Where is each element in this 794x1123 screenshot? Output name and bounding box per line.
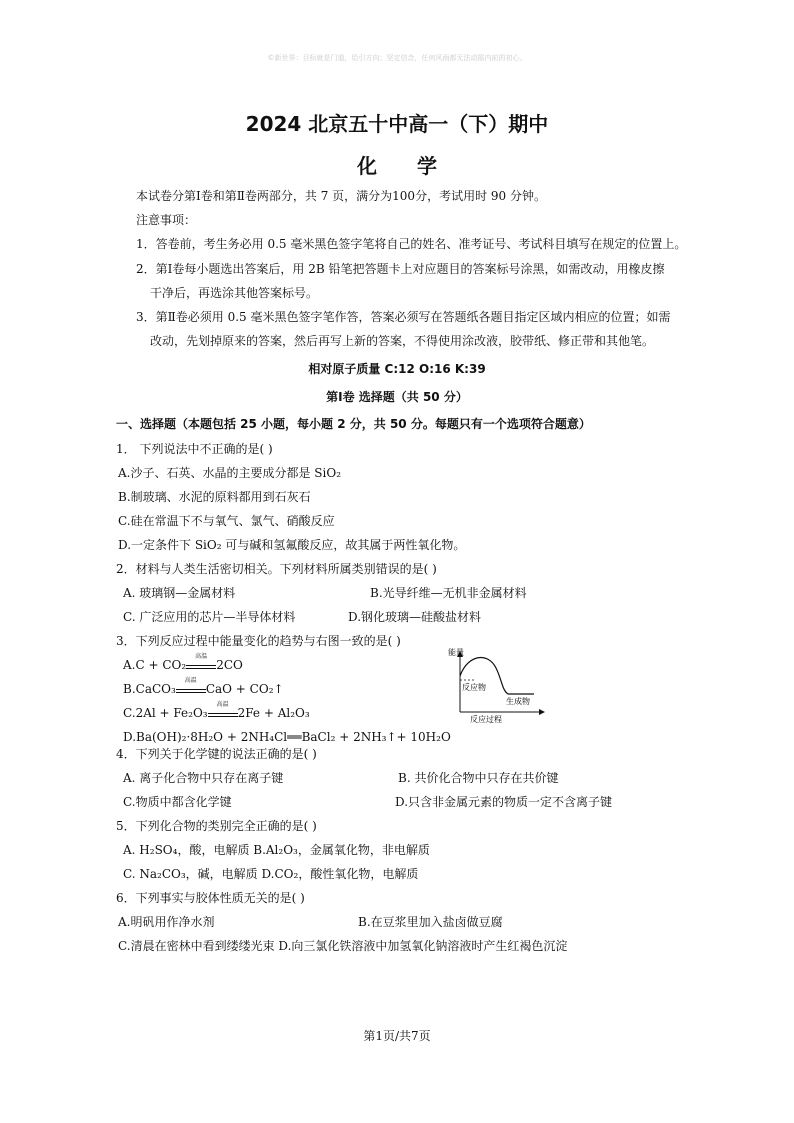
q1-option-b: B.制玻璃、水泥的原料都用到石灰石 [118,490,311,504]
energy-axis-label: 能量 [448,648,464,657]
q5-stem: 5．下列化合物的类别完全正确的是( ) [116,819,317,833]
part-heading: 一、选择题（本题包括 25 小题，每小题 2 分，共 50 分。每题只有一个选项符合题意） [116,417,591,431]
process-axis-label: 反应过程 [470,715,502,724]
q4-option-a: A. 离子化合物中只存在离子键 [123,771,284,785]
section-title: 第Ⅰ卷 选择题（共 50 分） [326,390,468,404]
q3-b-condition: 高温 [184,676,197,684]
q4-option-c: C.物质中都含化学键 [123,795,232,809]
q3-b-reactants: B.CaCO₃ [123,682,176,696]
atomic-mass: 相对原子质量 C:12 O:16 K:39 [308,362,486,376]
q3-b-arrow [176,676,206,696]
q3-a-products: 2CO [216,658,243,672]
q1-option-c: C.硅在常温下不与氧气、氯气、硝酸反应 [118,514,335,528]
q5-options-ab: A. H₂SO₄，酸，电解质 B.Al₂O₃，金属氧化物，非电解质 [123,843,430,857]
notice-heading: 注意事项： [136,213,197,227]
q3-a-condition: 高温 [195,652,208,660]
exam-title: 2024 北京五十中高一（下）期中 [245,112,549,136]
q3-option-a [123,652,243,673]
q2-option-b: B.光导纤维—无机非金属材料 [370,586,527,600]
energy-diagram [446,646,546,724]
q3-c-arrow [208,700,238,720]
q4-option-d: D.只含非金属元素的物质一定不含离子键 [395,795,613,809]
q3-c-products: 2Fe + Al₂O₃ [237,706,310,720]
q6-option-a: A.明矾用作净水剂 [118,915,215,929]
q5-options-cd: C. Na₂CO₃，碱，电解质 D.CO₂，酸性氧化物，电解质 [123,867,419,881]
q1-option-d: D.一定条件下 SiO₂ 可与碱和氢氟酸反应，故其属于两性氧化物。 [118,538,466,552]
notice-item-2: 2．第Ⅰ卷每小题选出答案后，用 2B 铅笔把答题卡上对应题目的答案标号涂黑，如需改动，用橡皮擦 [136,262,665,276]
q3-option-b [123,676,284,697]
q3-stem: 3．下列反应过程中能量变化的趋势与右图一致的是( ) [116,634,401,648]
q1-option-a: A.沙子、石英、水晶的主要成分都是 SiO₂ [118,466,342,480]
q3-c-reactants: C.2Al + Fe₂O₃ [123,706,208,720]
q3-a-arrow [186,652,216,672]
q3-a-reactants: A.C + CO₂ [123,658,187,672]
q1-stem: 1． 下列说法中不正确的是( ) [116,442,273,456]
q6-option-b: B.在豆浆里加入盐卤做豆腐 [358,915,503,929]
intro-text: 本试卷分第Ⅰ卷和第Ⅱ卷两部分，共 7 页，满分为100分，考试用时 90 分钟。 [136,189,546,203]
q6-stem: 6．下列事实与胶体性质无关的是( ) [116,891,305,905]
q4-option-b: B. 共价化合物中只存在共价键 [398,771,559,785]
q4-stem: 4．下列关于化学键的说法正确的是( ) [116,747,317,761]
q2-option-d: D.钢化玻璃—硅酸盐材料 [348,610,482,624]
q3-c-condition: 高温 [216,700,229,708]
notice-item-3: 3．第Ⅱ卷必须用 0.5 毫米黑色签字笔作答，答案必须写在答题纸各题目指定区域内相应的位置；如需 [136,310,671,324]
watermark: ©新世界：目标就是门道，给引方向；坚定信念，任何风雨都无法动摇内前的初心。 [267,54,527,62]
subject-title: 化学 [357,154,477,178]
product-label: 生成物 [506,697,530,706]
notice-item-3-cont: 改动，先划掉原来的答案，然后再写上新的答案，不得使用涂改液，胶带纸、修正带和其他笔。 [150,334,655,348]
page-number: 第1页/共7页 [363,1029,431,1043]
q2-option-c: C. 广泛应用的芯片—半导体材料 [123,610,296,624]
notice-item-2-cont: 干净后，再选涂其他答案标号。 [150,286,319,300]
q2-option-a: A. 玻璃钢—金属材料 [123,586,236,600]
q3-option-d: D.Ba(OH)₂·8H₂O + 2NH₄Cl══BaCl₂ + 2NH₃↑+ 10H₂O [123,730,451,744]
q3-option-c [123,700,310,721]
q3-b-products: CaO + CO₂↑ [205,682,284,696]
q6-options-cd: C.清晨在密林中看到缕缕光束 D.向三氯化铁溶液中加氢氧化钠溶液时产生红褐色沉淀 [118,939,568,953]
reactant-label: 反应物 [462,683,486,692]
q2-stem: 2．材料与人类生活密切相关。下列材料所属类别错误的是( ) [116,562,437,576]
notice-item-1: 1．答卷前，考生务必用 0.5 毫米黑色签字笔将自己的姓名、准考证号、考试科目填写在规定的位置上。 [136,237,687,251]
